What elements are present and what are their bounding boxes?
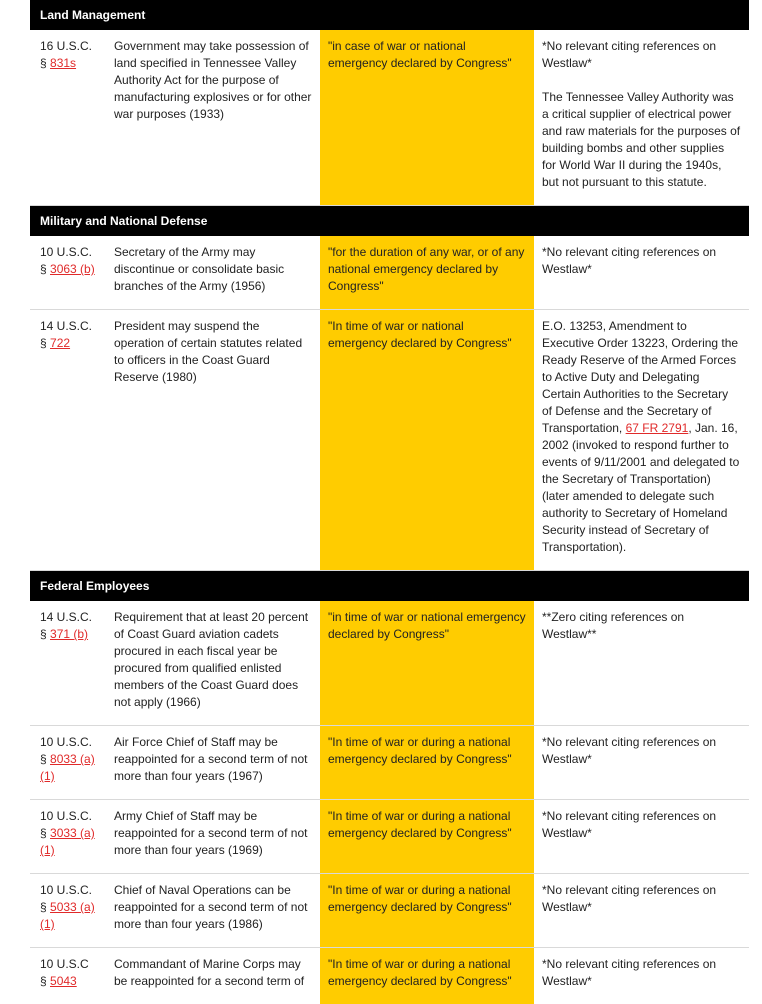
citing-note: *No relevant citing references on Westlaw*: [542, 735, 717, 766]
section-link[interactable]: 722: [50, 336, 71, 350]
citing-note: **Zero citing references on Westlaw**: [542, 610, 685, 641]
history-note: The Tennessee Valley Authority was a critical supplier of electrical power and raw materials for the purposes of building bombs and other supplies for World War II during the 1940s, but not pursuant to this statute.: [542, 90, 741, 189]
code-title: 10 U.S.C: [40, 957, 89, 971]
code-title: 16 U.S.C.: [40, 39, 93, 53]
citing-note: *No relevant citing references on Westlaw*: [542, 957, 717, 988]
trigger-cell: "in time of war or national emergency declared by Congress": [320, 601, 534, 725]
description-cell: Secretary of the Army may discontinue or consolidate basic branches of the Army (1956): [114, 245, 285, 293]
section-link[interactable]: 831s: [50, 56, 77, 70]
citing-note: *No relevant citing references on Westlaw*: [542, 883, 717, 914]
notes-cell: [534, 874, 749, 947]
trigger-cell: "In time of war or during a national emergency declared by Congress": [320, 800, 534, 873]
citation-cell: 16 U.S.C. § 831s: [40, 39, 93, 70]
section-link[interactable]: 3033 (a)(1): [40, 826, 95, 857]
citing-note: *No relevant citing references on Westlaw*: [542, 39, 717, 70]
citation-cell: 10 U.S.C. § 3033 (a)(1): [40, 809, 95, 857]
trigger-cell: "In time of war or during a national emergency declared by Congress": [320, 948, 534, 1004]
notes-cell: [534, 800, 749, 873]
notes-cell: [534, 601, 749, 725]
eo-text: E.O. 13253, Amendment to Executive Order 13223, Ordering the Ready Reserve of the Armed Forces to Active Duty and Delegating Certain Authorities to the Secretary of Defense and the Secretary of Transportation,: [542, 319, 739, 435]
code-title: 10 U.S.C.: [40, 883, 93, 897]
table-row: [30, 30, 749, 206]
section-header-land-management: Land Management: [30, 0, 749, 30]
section-link[interactable]: 8033 (a)(1): [40, 752, 95, 783]
statute-table: [30, 0, 749, 1004]
table-row: [30, 948, 749, 1004]
citation-cell: 10 U.S.C. § 3063 (b): [40, 245, 95, 276]
citation-cell: 14 U.S.C. § 722: [40, 319, 93, 350]
table-row: [30, 236, 749, 310]
citing-note: *No relevant citing references on Westlaw*: [542, 809, 717, 840]
trigger-cell: "In time of war or national emergency declared by Congress": [320, 310, 534, 570]
section-link[interactable]: 371 (b): [50, 627, 89, 641]
eo-text-end: , Jan. 16, 2002 (invoked to respond further to events of 9/11/2001 and delegated to the Secretary of Transportation) (later amended to delegate such authority to Secretary of Homeland Security instead of Secretary of Transportation).: [542, 421, 740, 554]
table-row: [30, 874, 749, 948]
section-link[interactable]: 5043: [50, 974, 77, 988]
code-title: 14 U.S.C.: [40, 319, 93, 333]
section-link[interactable]: 5033 (a)(1): [40, 900, 95, 931]
executive-order-note: [542, 318, 741, 556]
citing-note: *No relevant citing references on Westlaw*: [542, 245, 717, 276]
notes-cell: [534, 948, 749, 1004]
code-title: 10 U.S.C.: [40, 735, 93, 749]
notes-cell: [534, 236, 749, 309]
table-row: [30, 601, 749, 726]
notes-cell: [534, 30, 749, 205]
description-cell: President may suspend the operation of certain statutes related to officers in the Coast Guard Reserve (1980): [114, 319, 303, 384]
section-header-federal-employees: Federal Employees: [30, 571, 749, 601]
description-cell: Army Chief of Staff may be reappointed for a second term of not more than four years (1969): [114, 809, 308, 857]
trigger-cell: "In time of war or during a national emergency declared by Congress": [320, 874, 534, 947]
trigger-cell: "for the duration of any war, or of any national emergency declared by Congress": [320, 236, 534, 309]
citation-cell: 10 U.S.C. § 8033 (a)(1): [40, 735, 95, 783]
section-header-military-defense: Military and National Defense: [30, 206, 749, 236]
code-title: 10 U.S.C.: [40, 245, 93, 259]
trigger-cell: "in case of war or national emergency declared by Congress": [320, 30, 534, 205]
table-row: [30, 726, 749, 800]
notes-cell: [534, 310, 749, 570]
code-title: 14 U.S.C.: [40, 610, 93, 624]
section-link[interactable]: 3063 (b): [50, 262, 95, 276]
citation-cell: 14 U.S.C. § 371 (b): [40, 610, 93, 641]
notes-cell: [534, 726, 749, 799]
description-cell: Air Force Chief of Staff may be reappointed for a second term of not more than four years (1967): [114, 735, 308, 783]
description-cell: Government may take possession of land specified in Tennessee Valley Authority Act for the purpose of manufacturing explosives or for other war purposes (1933): [114, 39, 312, 121]
description-cell: Requirement that at least 20 percent of Coast Guard aviation cadets procured in each fiscal year be procured from qualified enlisted members of the Coast Guard does not apply (1966): [114, 610, 309, 709]
description-cell: Commandant of Marine Corps may be reappointed for a second term of: [114, 957, 305, 988]
code-title: 10 U.S.C.: [40, 809, 93, 823]
table-row: [30, 800, 749, 874]
description-cell: Chief of Naval Operations can be reappointed for a second term of not more than four years (1986): [114, 883, 308, 931]
table-row: [30, 310, 749, 571]
citation-cell: 10 U.S.C § 5043: [40, 957, 89, 988]
federal-register-link[interactable]: 67 FR 2791: [625, 421, 689, 435]
citation-cell: 10 U.S.C. § 5033 (a)(1): [40, 883, 95, 931]
trigger-cell: "In time of war or during a national emergency declared by Congress": [320, 726, 534, 799]
